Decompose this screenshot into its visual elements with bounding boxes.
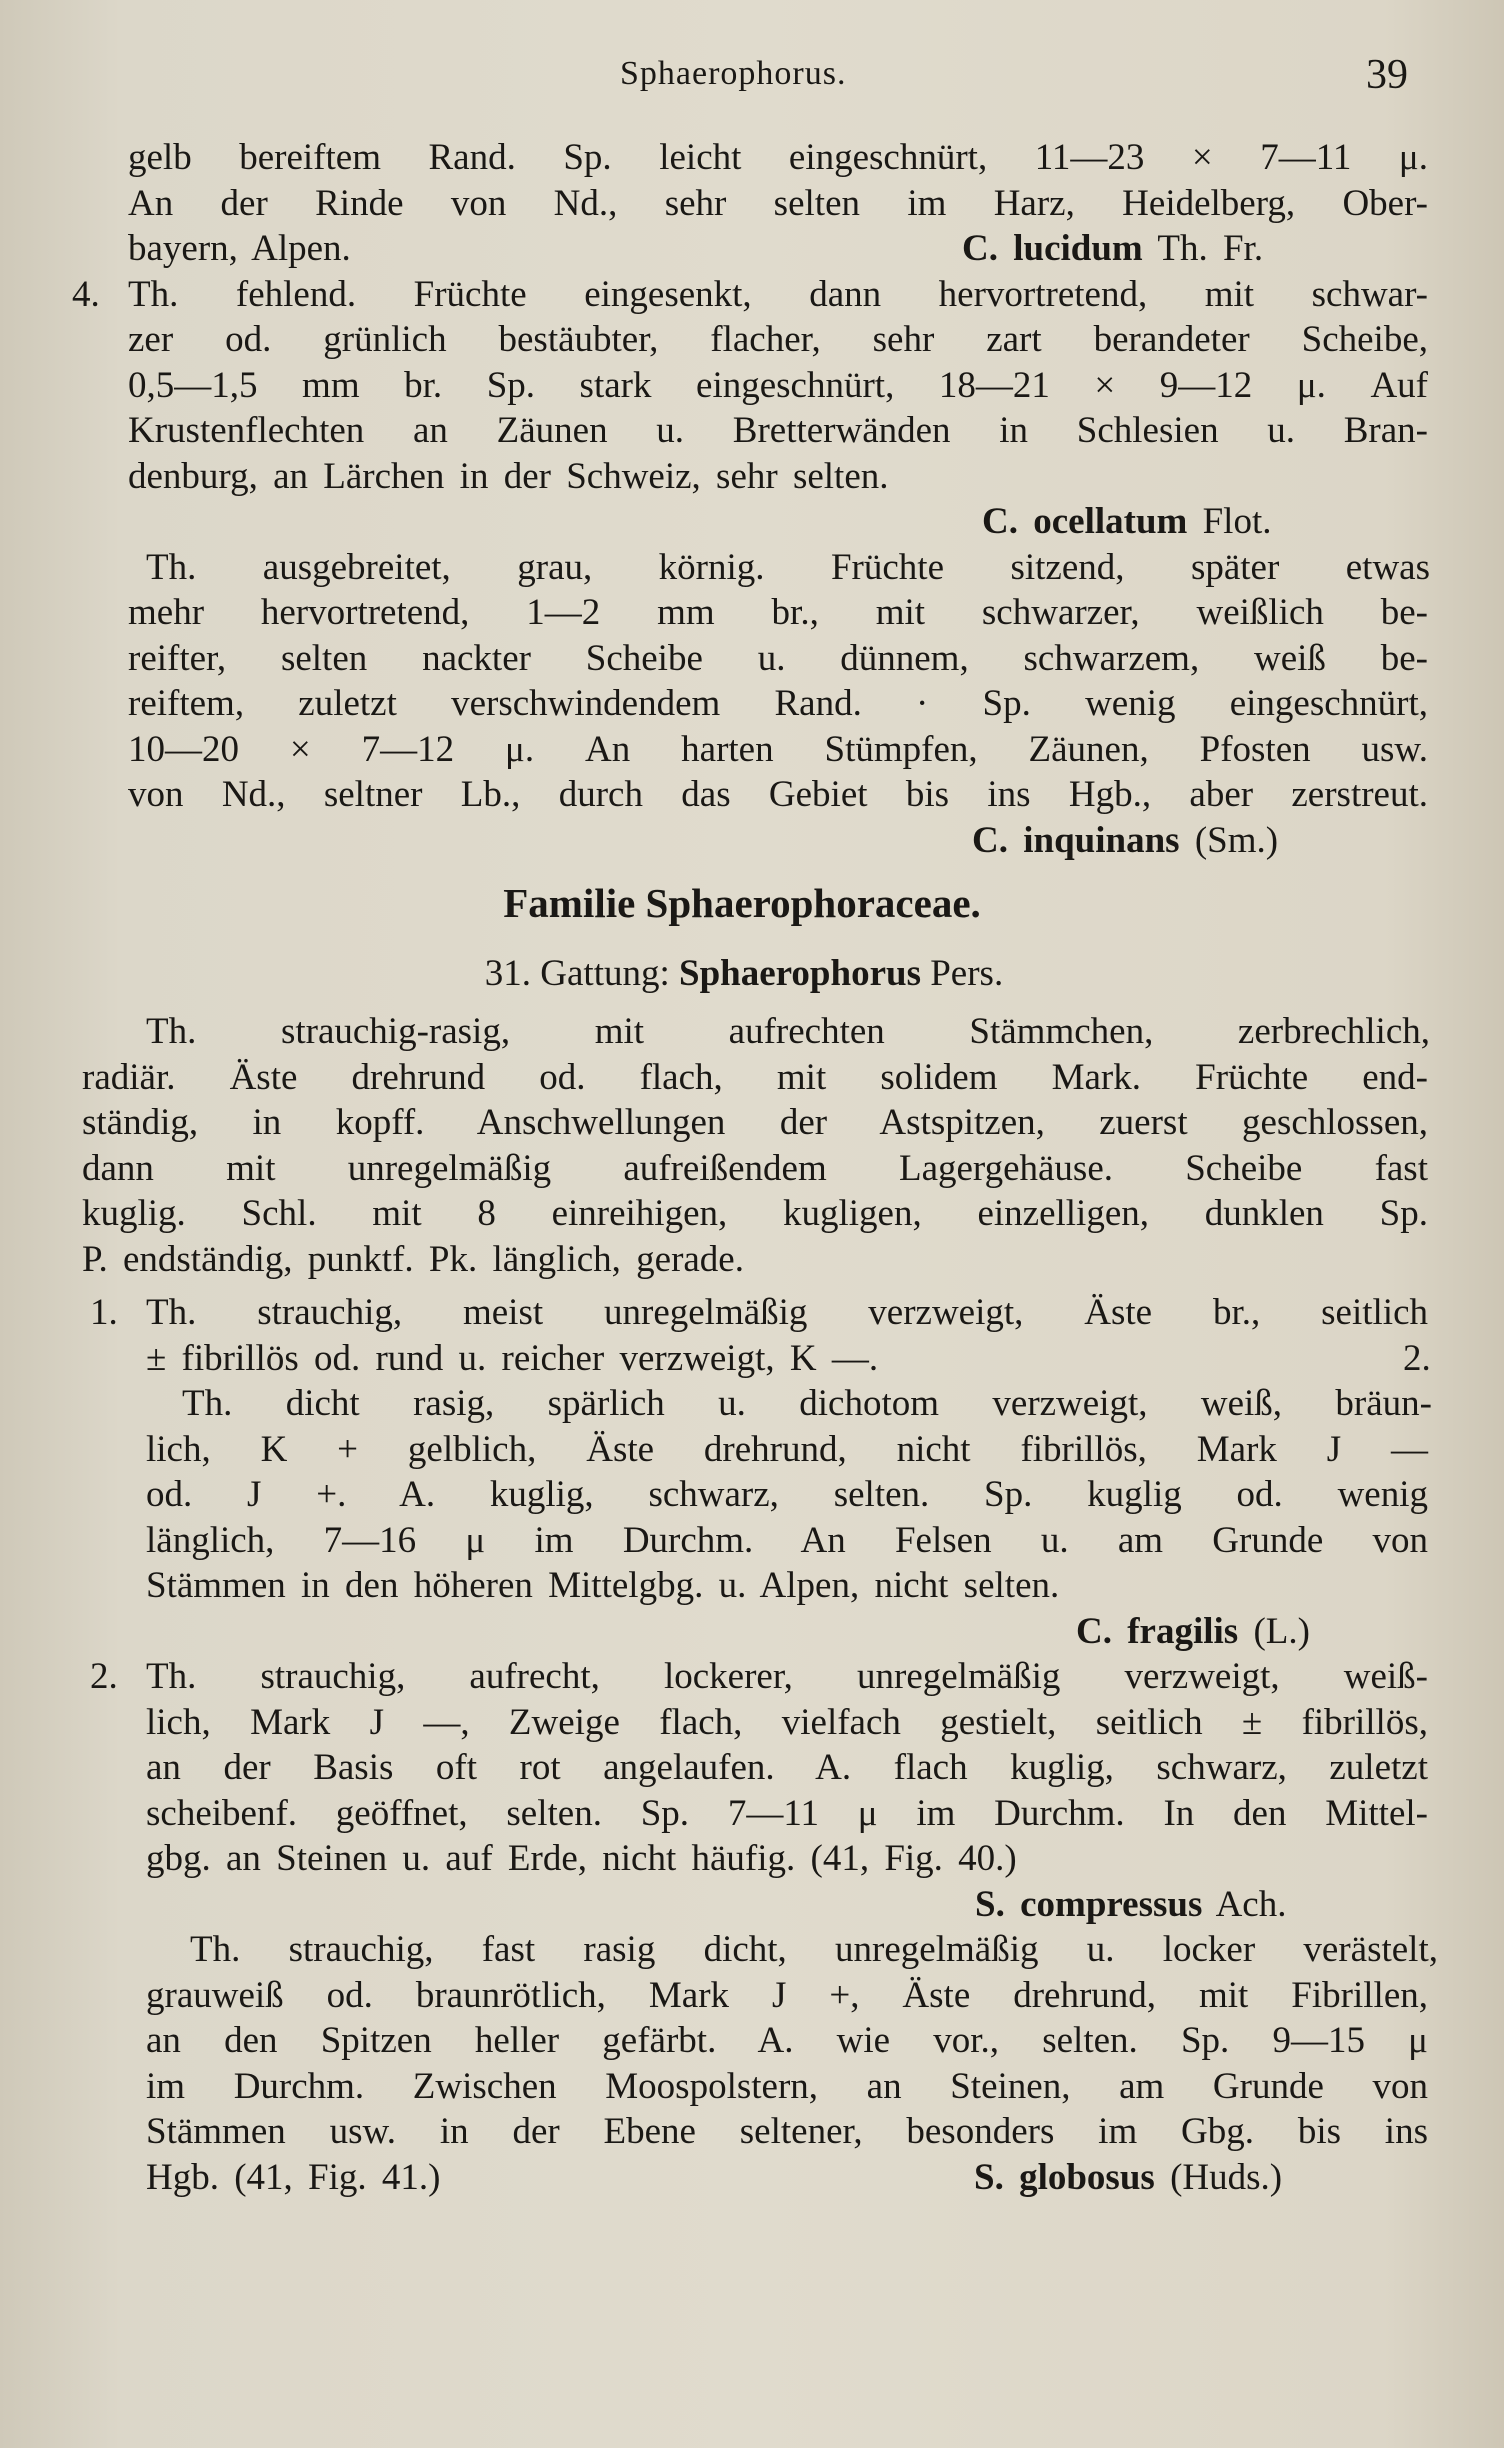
text-line: 10—20 × 7—12 μ. An harten Stümpfen, Zäunen, Pfosten usw. [128,728,1428,770]
species-author: (L.) [1253,1610,1310,1652]
text-line: lich, K + gelblich, Äste drehrund, nicht fibrillös, Mark J — [146,1428,1428,1470]
text-line-with-species [0,226,1428,272]
key-item-1-ref-line [0,1336,1431,1382]
text-fragment: Th. fehlend. Früchte eingesenkt, dann hervortretend, mit schwar- [128,273,1428,315]
text-fragment: Th. strauchig, aufrecht, lockerer, unregelmäßig verzweigt, weiß- [146,1656,1428,1697]
key-item-2-line [0,1654,1428,1700]
species-line-fragilis [0,1609,1428,1655]
text-line: Krustenflechten an Zäunen u. Bretterwänden in Schlesien u. Bran- [128,410,1428,451]
genus-author: Pers. [930,953,1004,994]
text-line: von Nd., seltner Lb., durch das Gebiet bis ins Hgb., aber zerstreut. [128,774,1428,815]
text-line: Th. strauchig, fast rasig dicht, unregelmäßig u. locker verästelt, [190,1929,1438,1970]
text-line: radiär. Äste drehrund od. flach, mit solidem Mark. Früchte end- [82,1056,1428,1098]
text-line: gbg. an Steinen u. auf Erde, nicht häufig. (41, Fig. 40.) [146,1838,1017,1879]
text-line: 0,5—1,5 mm br. Sp. stark eingeschnürt, 18—21 × 9—12 μ. Auf [128,364,1428,406]
spacer [0,1282,1504,1290]
text-line: grauweiß od. braunrötlich, Mark J +, Äste drehrund, mit Fibrillen, [146,1974,1428,2016]
species-name-ocellatum [982,499,1272,545]
text-line: im Durchm. Zwischen Moospolstern, an Steinen, am Grunde von [146,2065,1428,2107]
text-line: an der Basis oft rot angelaufen. A. flach kuglig, schwarz, zuletzt [146,1747,1428,1788]
text-line: an den Spitzen heller gefärbt. A. wie vor., selten. Sp. 9—15 μ [146,2020,1428,2061]
text-line: gelb bereiftem Rand. Sp. leicht eingeschnürt, 11—23 × 7—11 μ. [128,137,1428,178]
text-line: reiftem, zuletzt verschwindendem Rand. · Sp. wenig eingeschnürt, [128,683,1428,724]
text-line: länglich, 7—16 μ im Durchm. An Felsen u. am Grunde von [146,1519,1428,1561]
species-line-compressus [0,1882,1428,1928]
key-item-4-line [0,272,1428,318]
species-line-inquinans [0,818,1428,864]
species-name-inquinans [972,818,1278,864]
text-line: lich, Mark J —, Zweige flach, vielfach gestielt, seitlich ± fibrillös, [146,1701,1428,1743]
text-line: od. J +. A. kuglig, schwarz, selten. Sp. kuglig od. wenig [146,1474,1428,1515]
text-line: Stämmen in den höheren Mittelgbg. u. Alpen, nicht selten. [146,1565,1060,1606]
text-line: kuglig. Schl. mit 8 einreihigen, kugligen, einzelligen, dunklen Sp. [82,1193,1428,1234]
species-author: Flot. [1202,501,1272,542]
text-line: ständig, in kopff. Anschwellungen der Astspitzen, zuerst geschlossen, [82,1102,1428,1143]
key-item-1-line [0,1290,1428,1336]
species-author: Th. Fr. [1157,228,1264,269]
page-body [0,135,1504,2200]
species-name-globosus [974,2155,1282,2201]
species-name-compressus [975,1882,1286,1928]
species-binomial: C. lucidum [962,228,1143,269]
text-line: An der Rinde von Nd., sehr selten im Harz, Heidelberg, Ober- [128,182,1428,224]
page-header [0,52,1504,105]
text-line: reifter, selten nackter Scheibe u. dünnem, schwarzem, weiß be- [128,637,1428,679]
genus-heading [0,951,1496,1009]
text-line: Stämmen usw. in der Ebene seltener, besonders im Gbg. bis ins [146,2111,1428,2152]
family-heading: Familie Sphaerophoraceae. [503,880,981,926]
species-author: (Huds.) [1170,2156,1283,2198]
species-author: Ach. [1215,1883,1287,1925]
species-binomial: S. globosus [974,2156,1155,2198]
key-reference: 2. [1403,1337,1431,1379]
text-line: zer od. grünlich bestäubter, flacher, sehr zart berandeter Scheibe, [128,319,1428,360]
text-line: scheibenf. geöffnet, selten. Sp. 7—11 μ im Durchm. In den Mittel- [146,1792,1428,1834]
running-title: Sphaerophorus. [620,55,847,92]
key-item-number: 1. [90,1292,118,1333]
text-line: Th. strauchig-rasig, mit aufrechten Stämmchen, zerbrechlich, [146,1011,1430,1052]
text-fragment: bayern, Alpen. [128,228,351,269]
text-line: mehr hervortretend, 1—2 mm br., mit schwarzer, weißlich be- [128,592,1428,633]
text-line: Th. ausgebreitet, grau, körnig. Früchte sitzend, später etwas [146,546,1430,588]
species-binomial: C. ocellatum [982,501,1188,542]
species-binomial: C. inquinans [972,819,1180,861]
species-binomial: S. compressus [975,1883,1203,1925]
text-line: P. endständig, punktf. Pk. länglich, gerade. [82,1238,744,1280]
genus-name: Sphaerophorus [679,953,921,994]
species-name-lucidum [962,226,1263,272]
species-binomial: C. fragilis [1076,1610,1239,1652]
key-item-number: 4. [72,273,100,315]
species-line-globosus [0,2155,1428,2201]
species-author: (Sm.) [1194,819,1279,861]
genus-prefix: 31. Gattung: [484,953,670,994]
text-line: dann mit unregelmäßig aufreißendem Lagergehäuse. Scheibe fast [82,1147,1428,1189]
species-line-ocellatum [0,499,1428,545]
key-item-number: 2. [90,1656,118,1697]
page-number: 39 [1366,52,1408,98]
text-line: denburg, an Lärchen in der Schweiz, sehr selten. [128,455,889,497]
text-fragment: Th. strauchig, meist unregelmäßig verzweigt, Äste br., seitlich [146,1292,1428,1333]
species-name-fragilis [1076,1609,1310,1655]
text-fragment: Hgb. (41, Fig. 41.) [146,2156,441,2198]
text-fragment: ± fibrillös od. rund u. reicher verzweigt, K —. [146,1337,879,1379]
text-line: Th. dicht rasig, spärlich u. dichotom verzweigt, weiß, bräun- [182,1383,1432,1424]
